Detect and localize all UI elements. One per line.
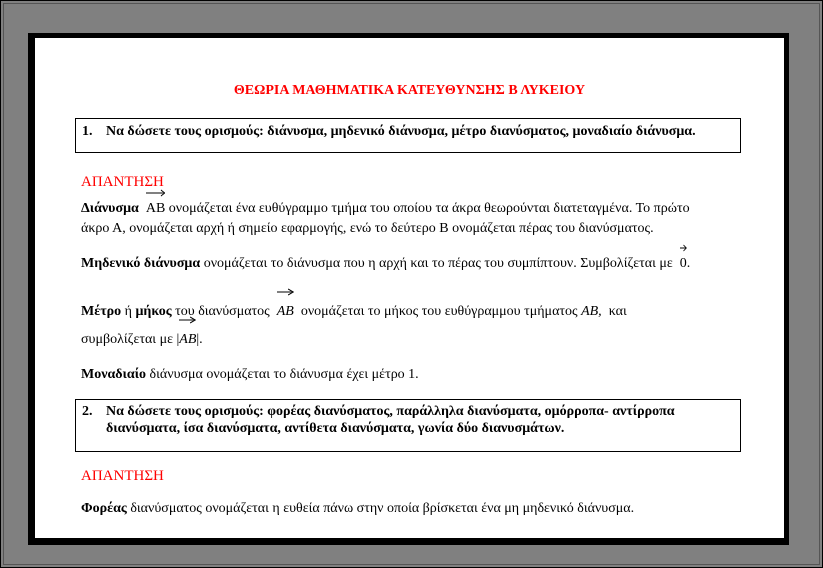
term-unit-vector: Μοναδιαίο <box>81 367 147 382</box>
vector-arrow-icon <box>680 244 687 252</box>
vector-definition-line2: άκρο Α, ονομάζεται αρχή ή σημείο εφαρμογής, ενώ το δεύτερο Β ονομάζεται πέρας του διανύσματος. <box>81 221 654 236</box>
unit-vector-text: διάνυσμα ονομάζεται το διάνυσμα έχει μέτρο 1. <box>149 367 419 382</box>
vector-arrow-icon <box>146 189 165 197</box>
magnitude-text-2: ονομάζεται το μήκος του ευθύγραμμου τμήματος <box>300 304 578 319</box>
carrier-definition <box>81 499 761 519</box>
document-title: ΘΕΩΡΙΑ ΜΑΘΗΜΑΤΙΚΑ ΚΑΤΕΥΘΥΝΣΗΣ Β ΛΥΚΕΙΟΥ <box>233 83 586 98</box>
document-page <box>35 38 784 538</box>
answer-label-2: ΑΠΑΝΤΗΣΗ <box>81 468 164 484</box>
vector-ab: AB <box>146 199 165 219</box>
term-length: μήκος <box>135 304 172 319</box>
term-carrier: Φορέας <box>81 501 127 516</box>
zero-vector-end: . <box>686 256 691 271</box>
magnitude-symbol-start: συμβολίζεται με | <box>81 332 180 347</box>
question-2-line1: Να δώσετε τους ορισμούς: φορέας διανύσματος, παράλληλα διανύσματα, ομόρροπα- αντίρροπα <box>106 404 675 419</box>
magnitude-text-1: του διανύσματος <box>175 304 270 319</box>
question-2-number: 2. <box>82 404 93 419</box>
vector-definition <box>81 199 761 239</box>
magnitude-or: ή <box>124 304 132 319</box>
question-1-box <box>75 118 741 153</box>
magnitude-symbol-end: |. <box>196 332 203 347</box>
answer-label-1: ΑΠΑΝΤΗΣΗ <box>81 174 164 190</box>
carrier-text: διανύσματος ονομάζεται η ευθεία πάνω στην οποία βρίσκεται ένα μη μηδενικό διάνυσμα. <box>130 501 635 516</box>
zero-vector-text: ονομάζεται το διάνυσμα που η αρχή και το πέρας του συμπίπτουν. Συμβολίζεται με <box>203 256 673 271</box>
vector-ab-italic: AB <box>277 298 294 326</box>
vector-ab-abs: AB <box>179 326 196 354</box>
vector-arrow-icon <box>179 316 196 324</box>
term-magnitude: Μέτρο <box>81 304 122 319</box>
question-1-number: 1. <box>82 124 93 139</box>
question-2-line2: διανύσματα, ίσα διανύσματα, αντίθετα διανύσματα, γωνία δύο διανυσμάτων. <box>106 421 565 436</box>
vector-arrow-icon <box>277 288 294 296</box>
vector-definition-line1: ονομάζεται ένα ευθύγραμμο τμήμα του οποίου τα άκρα θεωρούνται διατεταγμένα. Το πρώτο <box>168 201 690 216</box>
zero-vector-definition <box>81 254 761 274</box>
question-1-text: Να δώσετε τους ορισμούς: διάνυσμα, μηδενικό διάνυσμα, μέτρο διανύσματος, μοναδιαίο διάνυσμα. <box>106 124 696 139</box>
segment-ab: AB, <box>581 304 602 319</box>
term-zero-vector: Μηδενικό διάνυσμα <box>81 256 201 271</box>
question-2-box <box>75 399 741 452</box>
magnitude-text-3: και <box>608 304 627 319</box>
zero-vector-symbol: 0 <box>680 254 687 274</box>
magnitude-definition <box>81 298 761 354</box>
term-vector: Διάνυσμα <box>81 201 139 216</box>
unit-vector-definition <box>81 365 761 385</box>
